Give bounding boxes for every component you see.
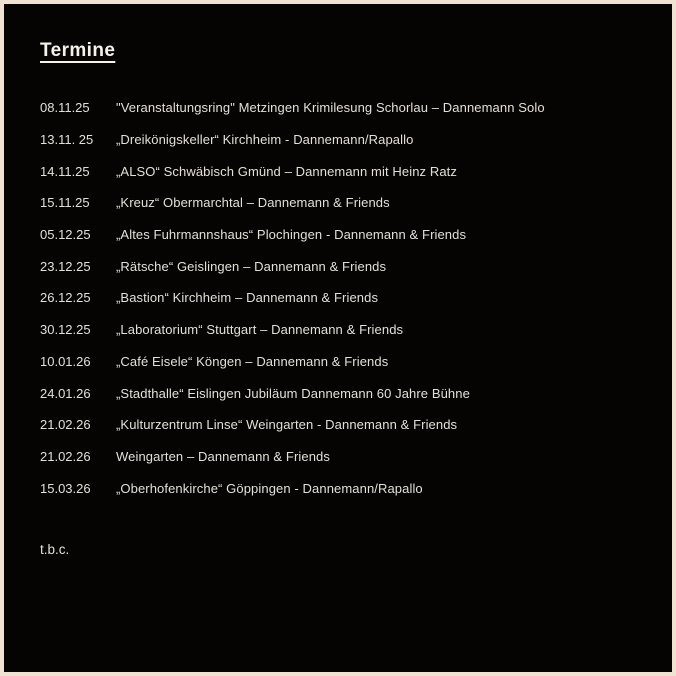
event-description: „Oberhofenkirche“ Göppingen - Dannemann/Rapallo — [116, 480, 423, 496]
event-date: 24.01.26 — [40, 385, 91, 401]
event-description: „Bastion“ Kirchheim – Dannemann & Friends — [116, 290, 379, 306]
event-description: „Dreikönigskeller“ Kirchheim - Dannemann/Rapallo — [116, 132, 414, 148]
tbc-note: t.b.c. — [40, 542, 70, 557]
event-row — [40, 124, 652, 156]
event-description: „Kulturzentrum Linse“ Weingarten - Dannemann & Friends — [116, 417, 458, 433]
event-date: 15.11.25 — [40, 195, 90, 211]
event-description: "Veranstaltungsring" Metzingen Krimilesung Schorlau – Dannemann Solo — [116, 100, 545, 116]
events-list — [40, 92, 652, 504]
event-date: 13.11. 25 — [40, 132, 94, 148]
event-row — [40, 155, 652, 187]
event-date: 14.11.25 — [40, 163, 90, 179]
event-date: 26.12.25 — [40, 290, 91, 306]
event-date: 15.03.26 — [40, 480, 91, 496]
event-date: 08.11.25 — [40, 100, 90, 116]
page-title: Termine — [40, 40, 116, 61]
event-date: 23.12.25 — [40, 258, 91, 274]
event-row — [40, 441, 652, 473]
event-row — [40, 282, 652, 314]
event-description: „Rätsche“ Geislingen – Dannemann & Friends — [116, 258, 387, 274]
event-description: Weingarten – Dannemann & Friends — [116, 448, 330, 464]
event-date: 21.02.26 — [40, 448, 91, 464]
event-row — [40, 409, 652, 441]
event-date: 21.02.26 — [40, 417, 91, 433]
event-description: „ALSO“ Schwäbisch Gmünd – Dannemann mit Heinz Ratz — [116, 163, 457, 179]
event-row — [40, 219, 652, 251]
event-row — [40, 250, 652, 282]
event-description: „Café Eisele“ Köngen – Dannemann & Friends — [116, 353, 389, 369]
event-date: 10.01.26 — [40, 353, 91, 369]
event-description: „Stadthalle“ Eislingen Jubiläum Dannemann 60 Jahre Bühne — [116, 385, 470, 401]
event-date: 05.12.25 — [40, 227, 91, 243]
event-row — [40, 314, 652, 346]
event-row — [40, 377, 652, 409]
event-description: „Altes Fuhrmannshaus“ Plochingen - Dannemann & Friends — [116, 227, 467, 243]
event-row — [40, 92, 652, 124]
event-row — [40, 472, 652, 504]
event-description: „Laboratorium“ Stuttgart – Dannemann & Friends — [116, 322, 404, 338]
event-date: 30.12.25 — [40, 322, 91, 338]
event-description: „Kreuz“ Obermarchtal – Dannemann & Friends — [116, 195, 390, 211]
event-row — [40, 187, 652, 219]
event-row — [40, 346, 652, 378]
